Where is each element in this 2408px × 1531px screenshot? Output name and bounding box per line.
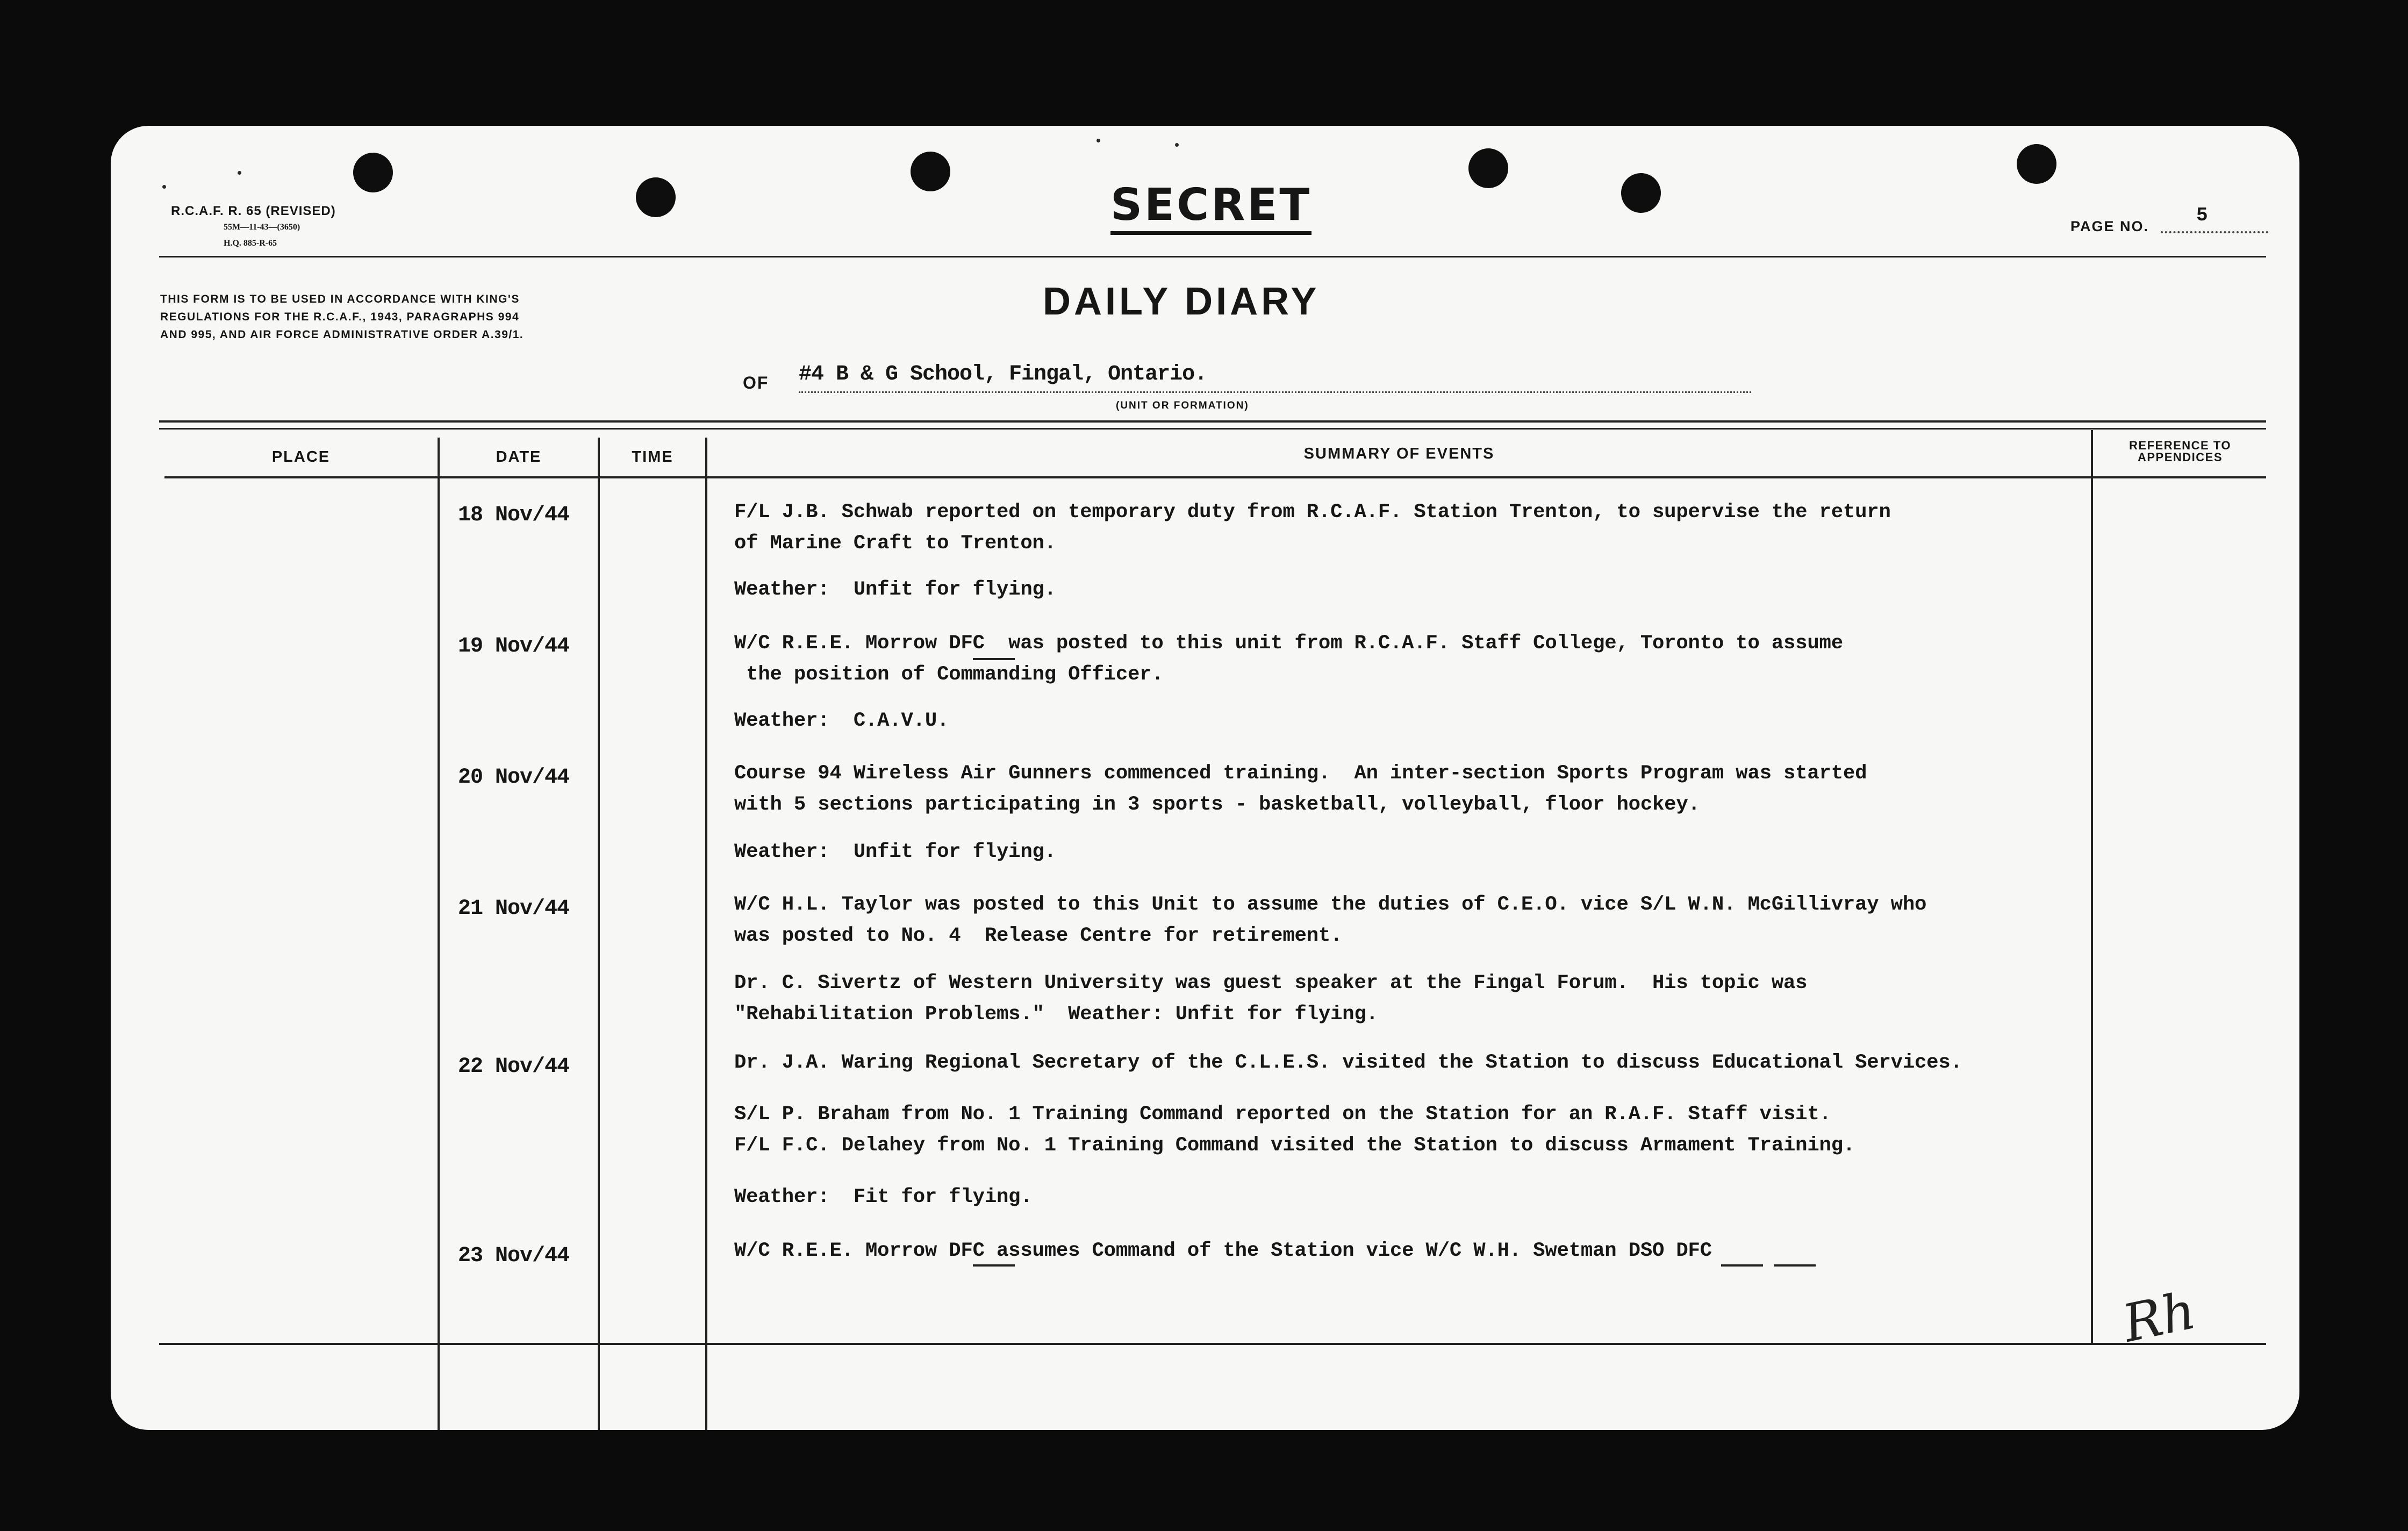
event-summary [734, 968, 2110, 1030]
entry-date: 18 Nov/44 [458, 503, 570, 527]
form-number: R.C.A.F. R. 65 (REVISED) [171, 204, 336, 218]
event-summary-text: Dr. C. Sivertz of Western University was guest speaker at the Fingal Forum. His topic was "Rehabilitation Problems." Weather: Unfit for flying. [734, 972, 1808, 1026]
decoration-underline [1721, 1264, 1763, 1267]
decoration-underline [973, 1264, 1015, 1267]
column-divider [705, 438, 707, 1430]
entry-date: 20 Nov/44 [458, 766, 570, 790]
column-header-summary: SUMMARY OF EVENTS [1303, 445, 1495, 462]
event-summary [734, 758, 2110, 820]
scan-speck [238, 171, 241, 175]
scan-speck [1175, 143, 1179, 147]
unit-rule [799, 391, 1751, 393]
event-summary-text: W/C R.E.E. Morrow DFC assumes Command of the Station vice W/C W.H. Swetman DSO DFC [734, 1240, 1712, 1262]
header-rule [159, 256, 2266, 257]
print-code: 55M—11-43—(3650) [224, 223, 300, 232]
column-divider [438, 438, 440, 1430]
column-header-rule [164, 476, 2266, 478]
event-weather-text: Weather: Fit for flying. [734, 1186, 1033, 1208]
event-summary [734, 889, 2110, 951]
column-header-time: TIME [632, 448, 673, 466]
event-summary-text: S/L P. Braham from No. 1 Training Command reported on the Station for an R.A.F. Staff visit. F/L F.C. Delahey from No. 1 Training Command visited the Station to discuss Armament Training. [734, 1103, 1855, 1157]
event-summary [734, 1099, 2110, 1161]
page-number-rule [2161, 231, 2268, 233]
scan-speck [162, 185, 166, 189]
regulation-note: THIS FORM IS TO BE USED IN ACCORDANCE WITH KING'S REGULATIONS FOR THE R.C.A.F., 1943, PARAGRAPHS 994 AND 995, AND AIR FORCE ADMINISTRATIVE ORDER A.39/1. [160, 293, 524, 341]
event-weather-text: Weather: Unfit for flying. [734, 841, 1056, 863]
column-header-place: PLACE [271, 448, 331, 466]
table-top-rule [159, 420, 2266, 423]
unit-name: #4 B & G School, Fingal, Ontario. [799, 362, 1207, 387]
event-summary-text: F/L J.B. Schwab reported on temporary duty from R.C.A.F. Station Trenton, to supervise the return of Marine Craft to Trenton. [734, 501, 1891, 555]
event-summary [734, 628, 2110, 690]
unit-caption: (UNIT OR FORMATION) [1116, 400, 1249, 411]
entry-date: 23 Nov/44 [458, 1244, 570, 1268]
event-weather [734, 836, 2110, 868]
page-number-label: PAGE NO. [2070, 218, 2149, 234]
page-number: 5 [2196, 204, 2208, 226]
event-weather [734, 1182, 2110, 1213]
punch-hole [353, 153, 393, 192]
punch-hole [636, 177, 676, 217]
hq-code: H.Q. 885-R-65 [224, 239, 277, 248]
entry-date: 21 Nov/44 [458, 897, 570, 921]
event-weather [734, 574, 2110, 605]
scan-speck [1096, 139, 1100, 142]
column-divider [598, 438, 600, 1430]
entry-date: 19 Nov/44 [458, 634, 570, 659]
table-top-rule [159, 428, 2266, 430]
punch-hole [1621, 173, 1661, 213]
event-weather-text: Weather: C.A.V.U. [734, 710, 949, 732]
punch-hole [911, 152, 950, 191]
event-weather-text: Weather: Unfit for flying. [734, 578, 1056, 601]
entry-date: 22 Nov/44 [458, 1055, 570, 1079]
event-summary-text: W/C R.E.E. Morrow DFC was posted to this unit from R.C.A.F. Staff College, Toronto to assume the position of Commanding Officer. [734, 632, 1843, 686]
handwritten-initials: Rh [2117, 1280, 2201, 1354]
decoration-underline [1774, 1264, 1816, 1267]
event-weather [734, 705, 2110, 736]
event-summary-text: Dr. J.A. Waring Regional Secretary of the C.L.E.S. visited the Station to discuss Educational Services. [734, 1051, 1962, 1074]
diary-sheet [111, 126, 2299, 1430]
decoration-underline [973, 658, 1015, 660]
column-header-date: DATE [496, 448, 542, 466]
of-label: OF [743, 373, 769, 392]
security-classification: SECRET [1110, 180, 1312, 235]
table-bottom-rule [159, 1343, 2266, 1345]
punch-hole [2017, 144, 2056, 184]
column-header-reference: REFERENCE TO APPENDICES [2129, 439, 2231, 464]
event-summary [734, 1235, 2110, 1267]
event-summary-text: W/C H.L. Taylor was posted to this Unit to assume the duties of C.E.O. vice S/L W.N. McGillivray who was posted to No. 4 Release Centre for retirement. [734, 893, 1927, 947]
page-title: DAILY DIARY [1043, 280, 1320, 323]
punch-hole [1468, 148, 1508, 188]
event-summary [734, 497, 2110, 559]
event-summary [734, 1047, 2110, 1078]
event-summary-text: Course 94 Wireless Air Gunners commenced training. An inter-section Sports Program was started with 5 sections participating in 3 sports - basketball, volleyball, floor hockey. [734, 762, 1867, 816]
